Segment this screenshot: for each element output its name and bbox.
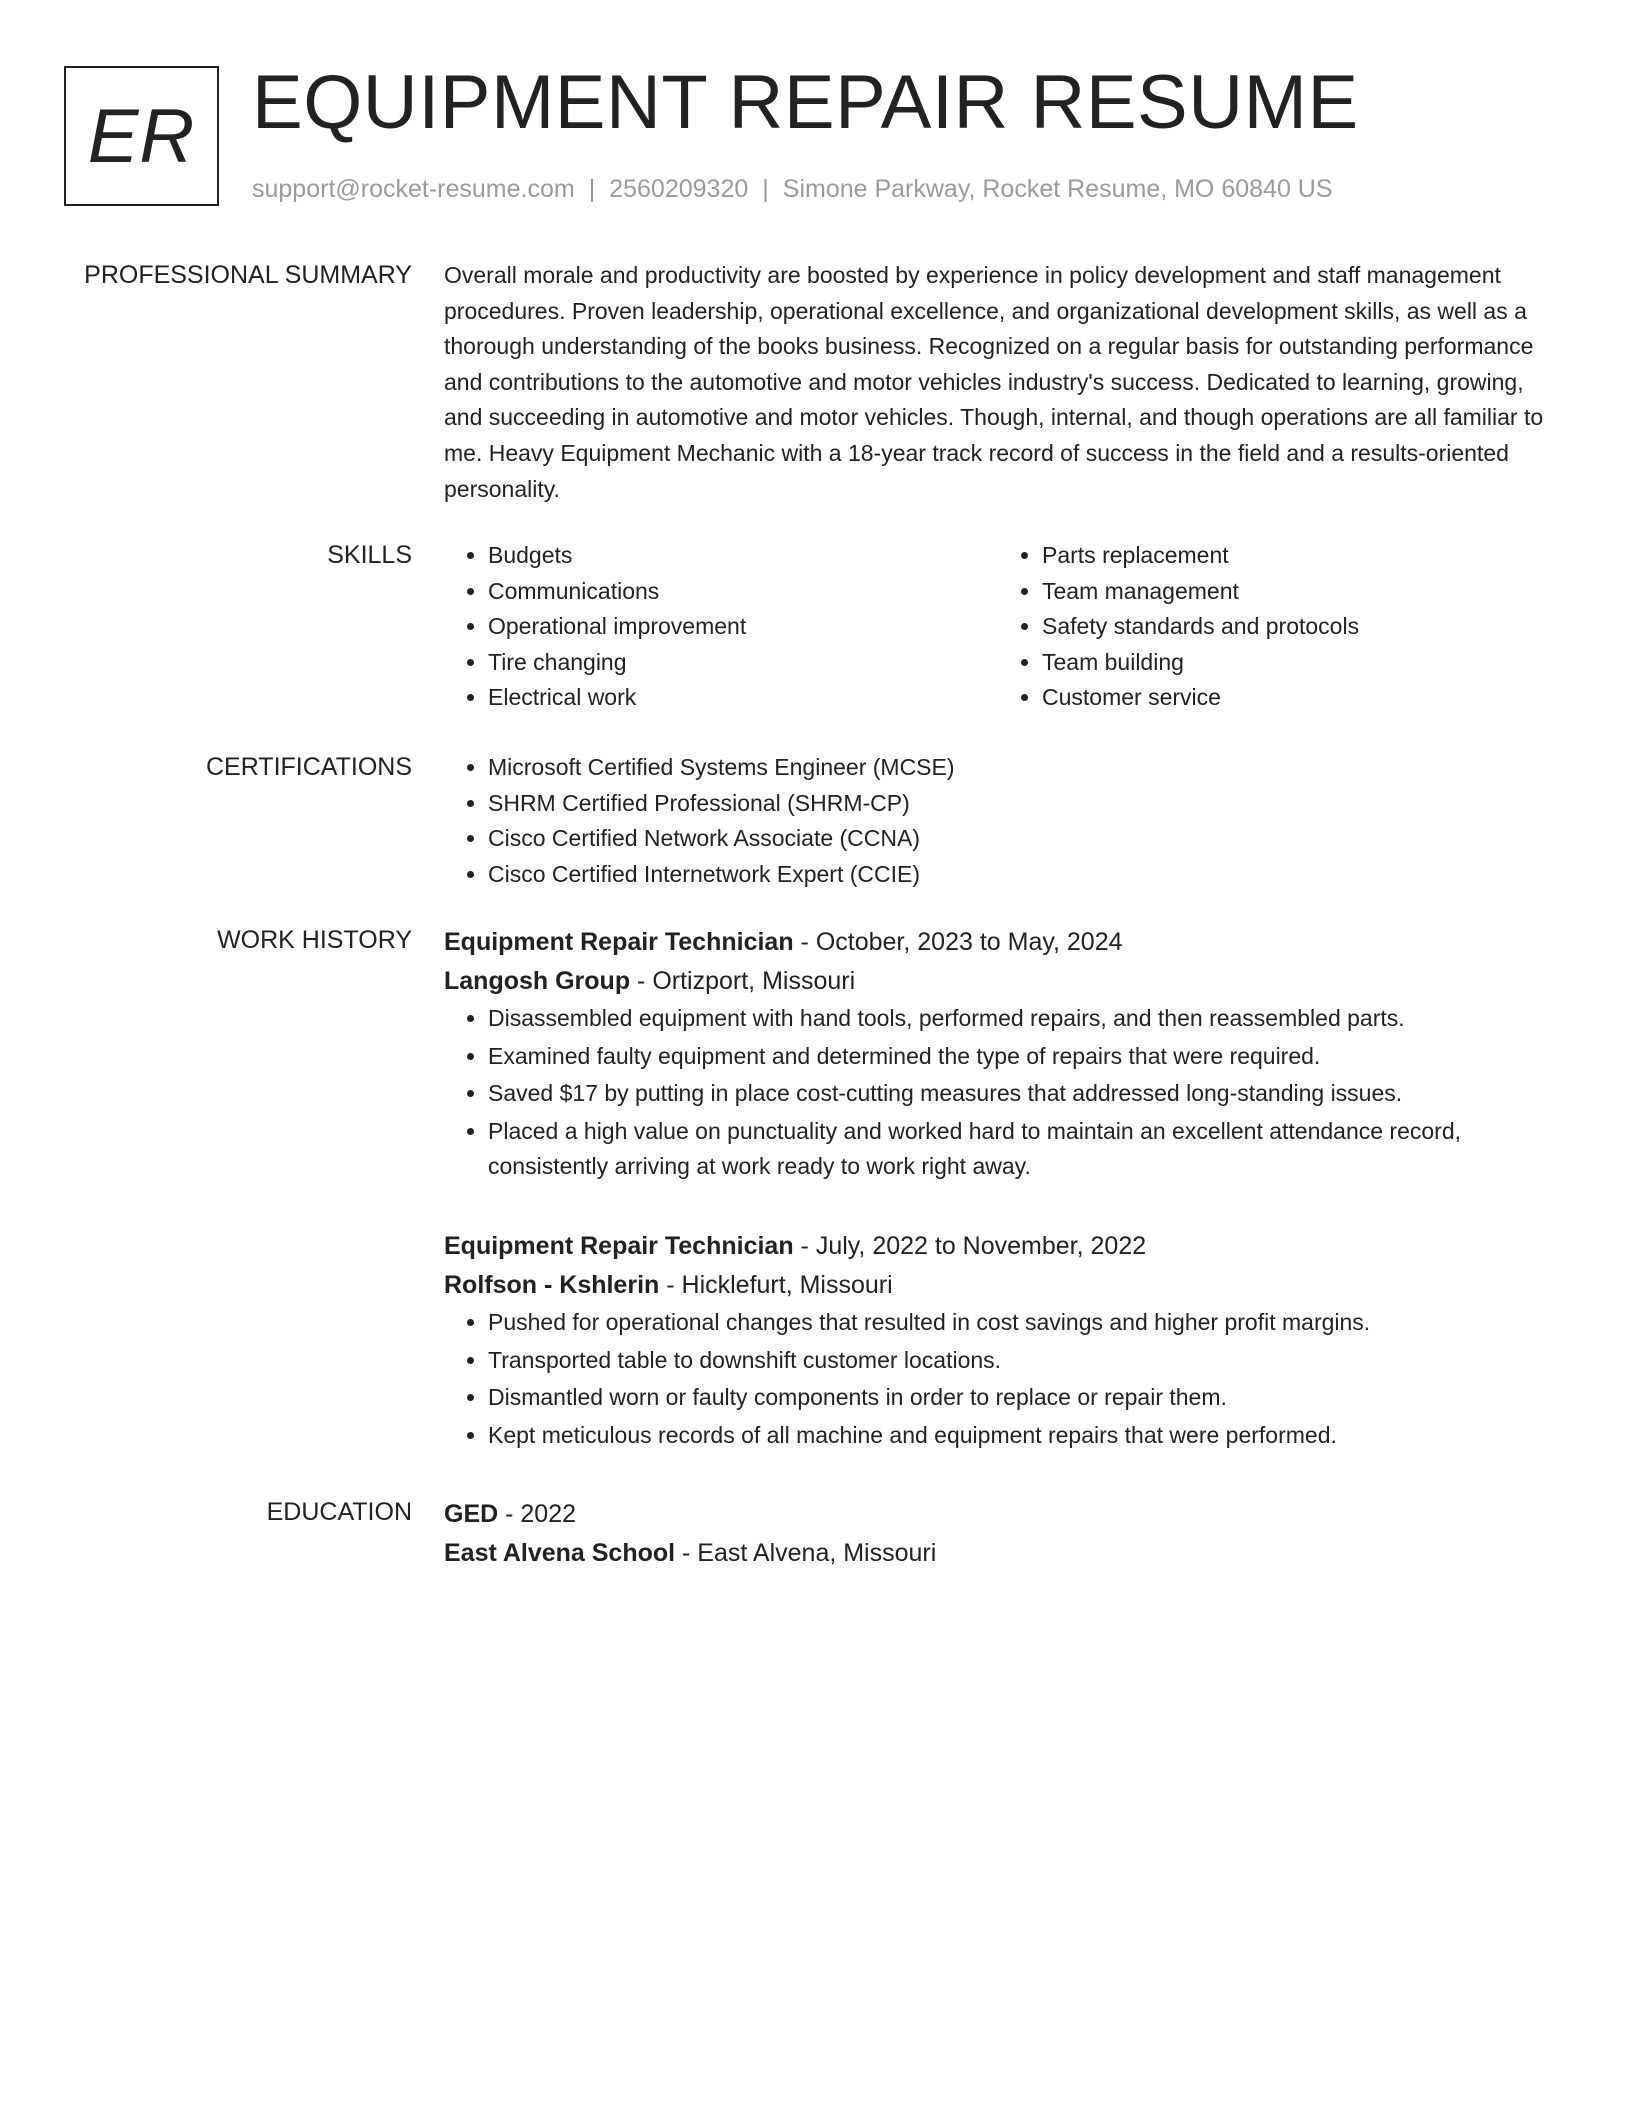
- skill-item: • Team building: [1042, 645, 1552, 681]
- skill-item: • Parts replacement: [1042, 538, 1552, 574]
- certification-item: • Cisco Certified Network Associate (CCNA): [488, 821, 1552, 857]
- job-bullet: • Dismantled worn or faulty components in order to replace or repair them.: [488, 1380, 1552, 1416]
- contact-phone[interactable]: 2560209320: [609, 175, 749, 203]
- job-company-line: [444, 962, 1552, 1001]
- job-title: Equipment Repair Technician: [444, 928, 794, 956]
- job-dates: - July, 2022 to November, 2022: [793, 1231, 1147, 1260]
- skill-item: • Budgets: [488, 538, 998, 574]
- job-title-line: [444, 1227, 1552, 1266]
- skills-list-right: [998, 538, 1552, 716]
- monogram-initials: ER: [87, 93, 196, 179]
- certifications-body: [444, 750, 1552, 892]
- job-location: - Hicklefurt, Missouri: [659, 1270, 893, 1299]
- job-entry: [444, 1227, 1552, 1453]
- certification-item: • Microsoft Certified Systems Engineer (MCSE): [488, 750, 1552, 786]
- contact-separator: |: [588, 175, 596, 203]
- skill-item: • Safety standards and protocols: [1042, 609, 1552, 645]
- job-dates: - October, 2023 to May, 2024: [793, 928, 1123, 956]
- job-title: Equipment Repair Technician: [444, 1231, 794, 1260]
- job-bullet: • Saved $17 by putting in place cost-cutting measures that addressed long-standing issues.: [488, 1076, 1552, 1112]
- education-degree: GED: [444, 1500, 499, 1528]
- certifications-list: [444, 750, 1552, 892]
- job-company: Langosh Group: [444, 967, 631, 995]
- skill-item: • Tire changing: [488, 645, 998, 681]
- education-body: [444, 1495, 1552, 1573]
- skill-item: • Electrical work: [488, 680, 998, 716]
- skill-item: • Team management: [1042, 574, 1552, 610]
- job-bullet: • Pushed for operational changes that resulted in cost savings and higher profit margins.: [488, 1305, 1552, 1341]
- job-title-line: [444, 923, 1552, 962]
- summary-text: Overall morale and productivity are boosted by experience in policy development and staff management procedures. Proven leadership, operational excellence, and organizational development skills, as well as a thorough understanding of the books business. Recognized on a regular basis for outstanding performance and contributions to the automotive and motor vehicles industry's success. Dedicated to learning, growing, and succeeding in automotive and motor vehicles. Though, internal, and though operations are all familiar to me. Heavy Equipment Mechanic with a 18-year track record of success in the field and a results-oriented personality.: [444, 262, 1544, 502]
- education-location: - East Alvena, Missouri: [675, 1539, 937, 1567]
- section-heading: PROFESSIONAL SUMMARY: [84, 261, 412, 289]
- section-heading: WORK HISTORY: [217, 926, 412, 954]
- contact-address: Simone Parkway, Rocket Resume, MO 60840 US: [782, 175, 1333, 203]
- skill-item: • Customer service: [1042, 680, 1552, 716]
- skills-list-left: [444, 538, 998, 716]
- section-heading: SKILLS: [327, 541, 412, 569]
- education-school-line: [444, 1534, 1552, 1573]
- education-degree-line: [444, 1495, 1552, 1534]
- education-school: East Alvena School: [444, 1539, 676, 1567]
- education-year: - 2022: [498, 1500, 577, 1528]
- monogram-logo: [64, 66, 219, 206]
- contact-line: [252, 172, 1333, 206]
- contact-email[interactable]: support@rocket-resume.com: [252, 175, 575, 203]
- job-company-line: [444, 1266, 1552, 1305]
- section-heading: EDUCATION: [266, 1498, 412, 1526]
- job-bullet: • Examined faulty equipment and determined the type of repairs that were required.: [488, 1039, 1552, 1075]
- certification-item: • Cisco Certified Internetwork Expert (CCIE): [488, 857, 1552, 893]
- skill-item: • Communications: [488, 574, 998, 610]
- job-bullets: [444, 1001, 1552, 1185]
- job-bullet: • Disassembled equipment with hand tools, performed repairs, and then reassembled parts.: [488, 1001, 1552, 1037]
- job-bullet: • Transported table to downshift customer locations.: [488, 1343, 1552, 1379]
- skills-body: [444, 538, 1552, 716]
- job-entry: [444, 923, 1552, 1185]
- contact-separator: |: [762, 175, 769, 203]
- job-company: Rolfson - Kshlerin: [444, 1270, 660, 1299]
- job-bullet: • Placed a high value on punctuality and worked hard to maintain an excellent attendance record, consistently arriving at work ready to work right away.: [488, 1114, 1552, 1185]
- certification-item: • SHRM Certified Professional (SHRM-CP): [488, 786, 1552, 822]
- section-heading: CERTIFICATIONS: [205, 753, 412, 781]
- job-bullet: • Kept meticulous records of all machine and equipment repairs that were performed.: [488, 1418, 1552, 1454]
- job-location: - Ortizport, Missouri: [630, 967, 856, 995]
- job-bullets: [444, 1305, 1552, 1453]
- work-history-body: [444, 923, 1552, 1455]
- summary-body: [444, 258, 1552, 507]
- resume-title: EQUIPMENT REPAIR RESUME: [252, 60, 1359, 145]
- skill-item: • Operational improvement: [488, 609, 998, 645]
